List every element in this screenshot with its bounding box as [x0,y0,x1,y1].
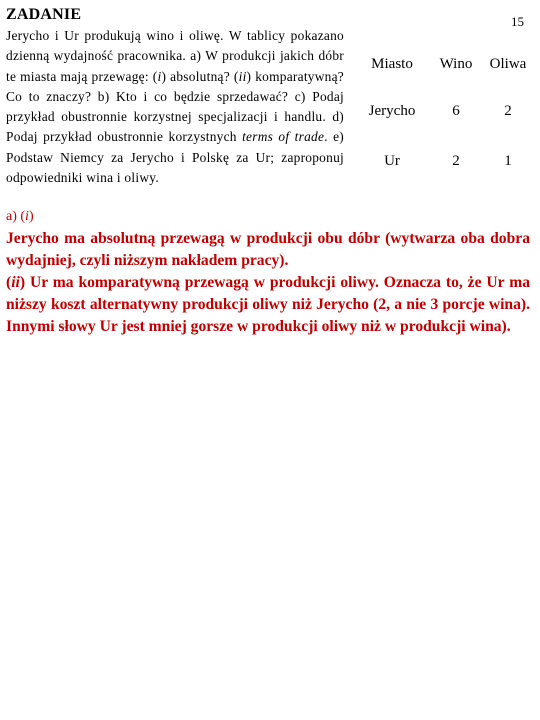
page-title: ZADANIE [6,6,82,23]
task-text-part: ) komparatywną? Co to znaczy? b) Kto i co będzie sprzedawać? c) Podaj przykład obustronnie korzystnej specjalizacji i handlu. d) Podaj przykład obustronnie korzystnych [6,68,344,145]
task-text-italic: ii [238,68,247,84]
table-header-cell: Wino [439,55,473,72]
answer-text-italic: ii [11,274,20,291]
table-cell: 6 [452,102,460,119]
table-row [357,136,531,186]
task-text-italic: terms of trade [242,129,325,145]
task-text-part: ) absolutną? ( [161,68,239,84]
table-header-cell: Miasto [371,55,413,72]
table-cell: Ur [384,152,400,169]
answer-paragraph-2 [6,272,530,338]
answer-label [6,205,530,228]
answer-label-italic: i [25,209,29,224]
table-cell: Jerycho [368,102,416,119]
table-row [357,86,531,136]
answer-text-part: ) Ur ma komparatywną przewagą w produkcji oliwy. Oznacza to, że Ur ma niższy koszt alternatywny produkcji oliwy niż Jerycho (2, a nie 3 porcje wina). Innymi słowy Ur jest mniej gorsze w produkcji oliwy niż w produkcji wina). [6,274,530,335]
answer-block [6,205,530,338]
answer-label-text: a) ( [6,209,26,224]
table-cell: 1 [504,152,512,169]
table-header-cell: Oliwa [489,55,527,72]
task-text-italic: i [157,68,162,84]
answer-text-part: ( [6,274,12,291]
task-text-part: Jerycho i Ur produkują wino i oliwę. W tablicy pokazano dzienną wydajność pracownika. a) W produkcji jakich dóbr te miasta mają przewagę: ( [6,28,344,84]
table-header-row [357,42,531,86]
task-text [6,26,344,188]
table-cell: 2 [452,152,460,169]
answer-label-close: ) [28,209,34,224]
task-text-part: . e) Podstaw Niemcy za Jerycho i Polskę za Ur; zaproponuj odpowiedniki wina i oliwy. [6,129,344,186]
table-cell: 2 [504,102,512,119]
answer-paragraph-1: Jerycho ma absolutną przewagą w produkcji obu dóbr (wytwarza oba dobra wydajniej, czyli niższym nakładem pracy). [6,230,530,269]
productivity-table [357,42,531,186]
page-number: 15 [511,14,524,29]
